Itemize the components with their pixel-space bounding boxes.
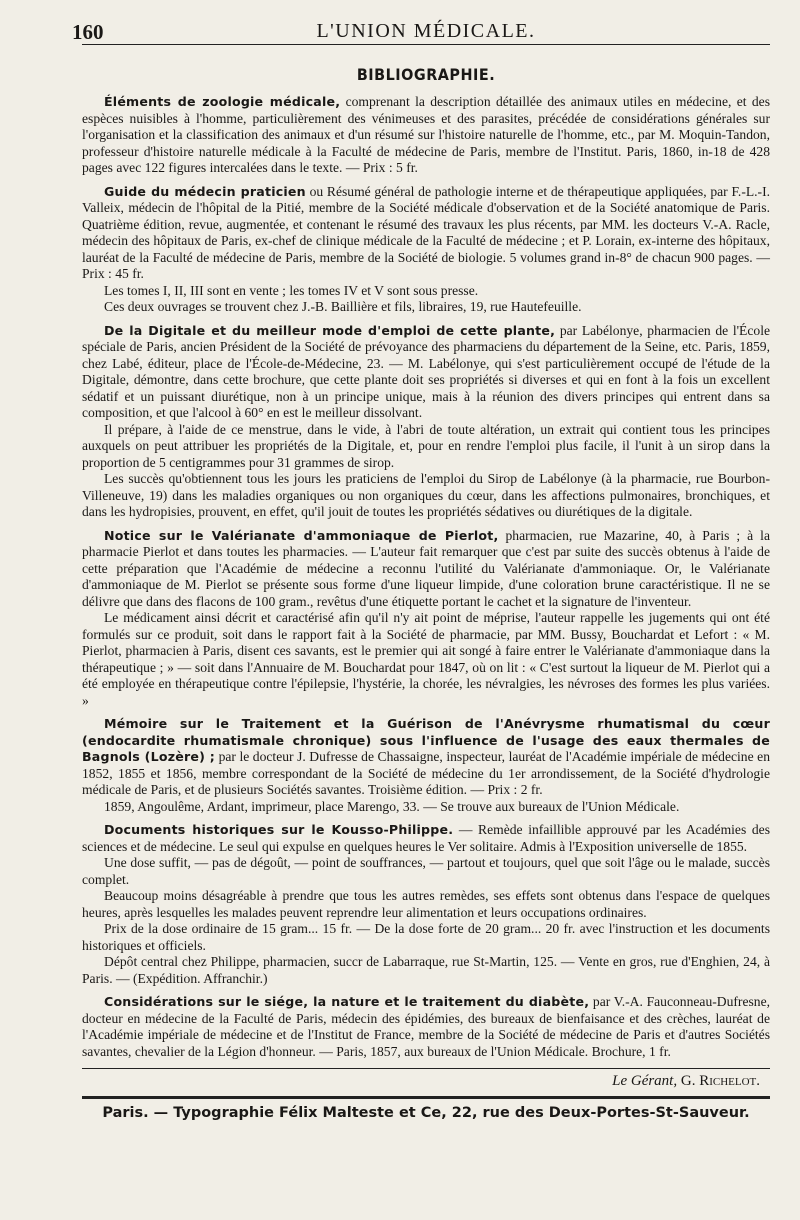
entry-paragraph: par Labélonye, pharmacien de l'École spéciale de Paris, ancien Président de la Société de prévoyance des pharmaciens du département de la Seine, etc. Paris, 1859, chez Labé, éditeur, place de l'École-de-Médecine, 23. — M. Labélonye, qui s'est particulièrement occupé de l'étude de la Digitale, démontre, dans cette brochure, que cette plante doit ses propriétés si diverses et qui en font à la fois un excellent sédatif et un puissant diurétique, non à un principe unique, mais à la réunion des divers principes qui entrent dans sa composition, et que l'alcool à 60° en est le meilleur dissolvant. bbox=[82, 322, 771, 420]
entry-paragraph: 1859, Angoulême, Ardant, imprimeur, place Marengo, 33. — Se trouve aux bureaux de l'Union Médicale. bbox=[104, 798, 680, 814]
bibliography-entry bbox=[82, 184, 770, 316]
page-header bbox=[72, 14, 770, 45]
entry-paragraph: Il prépare, à l'aide de ce menstrue, dans le vide, à l'abri de toute altération, un extrait qui contient tous les principes auxquels on peut attribuer les propriétés de la Digitale, et, pour en rendre l'emploi plus facile, il l'unit à un sirop dans la proportion de 5 centigrammes pour 31 grammes de sirop. bbox=[82, 421, 770, 470]
entry-paragraph: Dépôt central chez Philippe, pharmacien, succr de Labarraque, rue St-Martin, 125. — Vente en gros, rue d'Enghien, 24, à Paris. — (Expédition. Affranchir.) bbox=[82, 954, 770, 986]
entries-list bbox=[82, 94, 770, 1060]
entry-lead: Documents historiques sur le Kousso-Philippe. bbox=[104, 822, 454, 837]
entry-paragraph: par le docteur J. Dufresse de Chassaigne, inspecteur, lauréat de l'Académie impériale de médecine en 1852, 1855 et 1856, membre correspondant de la Société de médecine du 1er arrondissement, de la Société d'hydrologie médicale de Paris, et de plusieurs Sociétés savantes. Troisième édition. — Prix : 2 fr. bbox=[82, 749, 770, 797]
bibliography-entry bbox=[82, 994, 770, 1060]
signature bbox=[82, 1073, 760, 1090]
bibliography-entry bbox=[82, 323, 770, 521]
page-number: 160 bbox=[72, 20, 104, 44]
entry-paragraph: Les succès qu'obtiennent tous les jours les praticiens de l'emploi du Sirop de Labélonye (à la pharmacie, rue Bourbon-Villeneuve, 19) dans les maladies organiques ou non organiques du cœur, dans les affections pulmonaires, bronchiques, et dans les hydropisies, prouvent, en effet, qu'il jouit de toutes les propriétés sédatives ou diurétiques de la digitale. bbox=[82, 471, 770, 519]
entry-paragraph: Le médicament ainsi décrit et caractérisé afin qu'il n'y ait point de méprise, l'auteur rappelle les jugements qui ont été formulés sur ce produit, soit dans le rapport fait à la Société de pharmacie, par MM. Bussy, Bouchardat et Lefort : « M. Pierlot, pharmacien à Paris, disent ces savants, est le premier qui ait songé à faire entrer le Valérianate d'ammoniaque dans la thérapeutique ; » — soit dans l'Annuaire de M. Bouchardat pour 1847, où on lit : « C'est surtout la liqueur de M. Pierlot qui a été employée en thérapeutique contre l'épilepsie, l'hystérie, la chorée, les névralgies, les névroses des formes les plus variées. » bbox=[82, 610, 770, 708]
bibliography-entry bbox=[82, 528, 770, 710]
entry-paragraph: — Remède infaillible approuvé par les Académies des sciences et de médecine. Le seul qui expulse en quelques heures le Ver solitaire. Admis à l'Exposition universelle de 1855. bbox=[82, 822, 770, 854]
entry-paragraph: Beaucoup moins désagréable à prendre que tous les autres remèdes, ses effets sont obtenus dans l'espace de quelques heures, après lesquelles les malades peuvent reprendre leur alimentation et leurs occupations ordinaires. bbox=[82, 888, 770, 920]
bibliography-entry bbox=[82, 94, 770, 177]
entry-lead: De la Digitale et du meilleur mode d'emploi de cette plante, bbox=[104, 322, 556, 338]
entry-paragraph: Une dose suffit, — pas de dégoût, — point de souffrances, — partout et toujours, quel que soit l'âge ou le malade, succès complet. bbox=[82, 855, 770, 887]
section-title: BIBLIOGRAPHIE. bbox=[356, 65, 496, 84]
entry-lead: Mémoire sur le Traitement et la Guérison de l'Anévrysme rhumatismal du cœur (endocardite rhumatismale chronique) sous l'influence de l'usage des eaux thermales de Bagnols (Lozère) ; bbox=[82, 716, 770, 764]
entry-lead: Éléments de zoologie médicale, bbox=[104, 94, 341, 109]
entry-paragraph: pharmacien, rue Mazarine, 40, à Paris ; à la pharmacie Pierlot et dans toutes les pharmacies. — L'auteur fait remarquer que c'est par suite des succès obtenus à l'aide de cette préparation que l'Académie de médecine a reconnu l'utilité du Valérianate d'ammoniaque. Or, le Valérianate d'ammoniaque de M. Pierlot se présente sous forme d'une liqueur limpide, d'une coloration brune caractéristique. Il ne se délivre que dans des flacons de 100 gram., revêtus d'une étiquette portant le cachet et la signature de l'inventeur. bbox=[82, 527, 770, 609]
running-title: L'UNION MÉDICALE. bbox=[316, 20, 536, 42]
entry-paragraph: Les tomes I, II, III sont en vente ; les tomes IV et V sont sous presse. bbox=[104, 282, 479, 298]
entry-paragraph: Ces deux ouvrages se trouvent chez J.-B. Baillière et fils, libraires, 19, rue Hautefeuille. bbox=[104, 299, 582, 314]
imprint-rule bbox=[82, 1096, 770, 1099]
entry-paragraph: par V.-A. Fauconneau-Dufresne, docteur en médecine de la Faculté de Paris, médecin des épidémies, des bureaux de bienfaisance et des crèches, lauréat de l'Académie impériale de médecine et de l'Institut de France, membre de la Société de médecine de Paris et d'autres Sociétés savantes, chevalier de la Légion d'honneur. — Paris, 1857, aux bureaux de l'Union Médicale. Brochure, 1 fr. bbox=[82, 994, 771, 1059]
signature-name: G. Richelot. bbox=[680, 1073, 760, 1089]
bibliography-entry bbox=[82, 716, 770, 815]
bibliography-entry bbox=[82, 822, 770, 987]
footer-rule bbox=[82, 1068, 770, 1069]
entry-paragraph: Prix de la dose ordinaire de 15 gram... 15 fr. — De la dose forte de 20 gram... 20 fr. avec l'instruction et les documents historiques et officiels. bbox=[82, 921, 770, 953]
entry-lead: Considérations sur le siége, la nature et le traitement du diabète, bbox=[104, 994, 590, 1009]
printer-imprint: Paris. — Typographie Félix Malteste et Ce, 22, rue des Deux-Portes-St-Sauveur. bbox=[102, 1105, 750, 1121]
entry-paragraph: ou Résumé général de pathologie interne et de thérapeutique appliquées, par F.-L.-I. Valleix, médecin de l'hôpital de la Pitié, membre de la Société médicale d'observation et de la Société anatomique de Paris. Quatrième édition, revue, augmentée, et contenant le résumé des travaux les plus récents, par MM. les docteurs V.-A. Racle, médecin des hôpitaux de Paris, ex-chef de clinique médicale de la Faculté de médecine ; et P. Lorain, ex-interne des hôpitaux, lauréat de la Faculté de médecine de Paris, membre de la Société de biologie. 5 volumes grand in-8° de chacun 900 pages. — Prix : 45 fr. bbox=[82, 183, 770, 281]
entry-lead: Notice sur le Valérianate d'ammoniaque de Pierlot, bbox=[104, 527, 499, 543]
entry-lead: Guide du médecin praticien bbox=[104, 183, 306, 199]
entry-paragraph: comprenant la description détaillée des animaux utiles en médecine, et des espèces nuisibles à l'homme, particulièrement des vénimeuses et des parasites, précédée de considérations générales sur l'organisation et la classification des animaux et d'un résumé sur l'histoire naturelle de l'homme, etc., par M. Moquin-Tandon, professeur d'histoire naturelle médicale à la Faculté de médecine de Paris, membre de l'Institut. Paris, 1860, in-18 de 428 pages avec 122 figures intercalées dans le texte. — Prix : 5 fr. bbox=[82, 94, 770, 175]
signature-role: Le Gérant, bbox=[612, 1073, 678, 1089]
